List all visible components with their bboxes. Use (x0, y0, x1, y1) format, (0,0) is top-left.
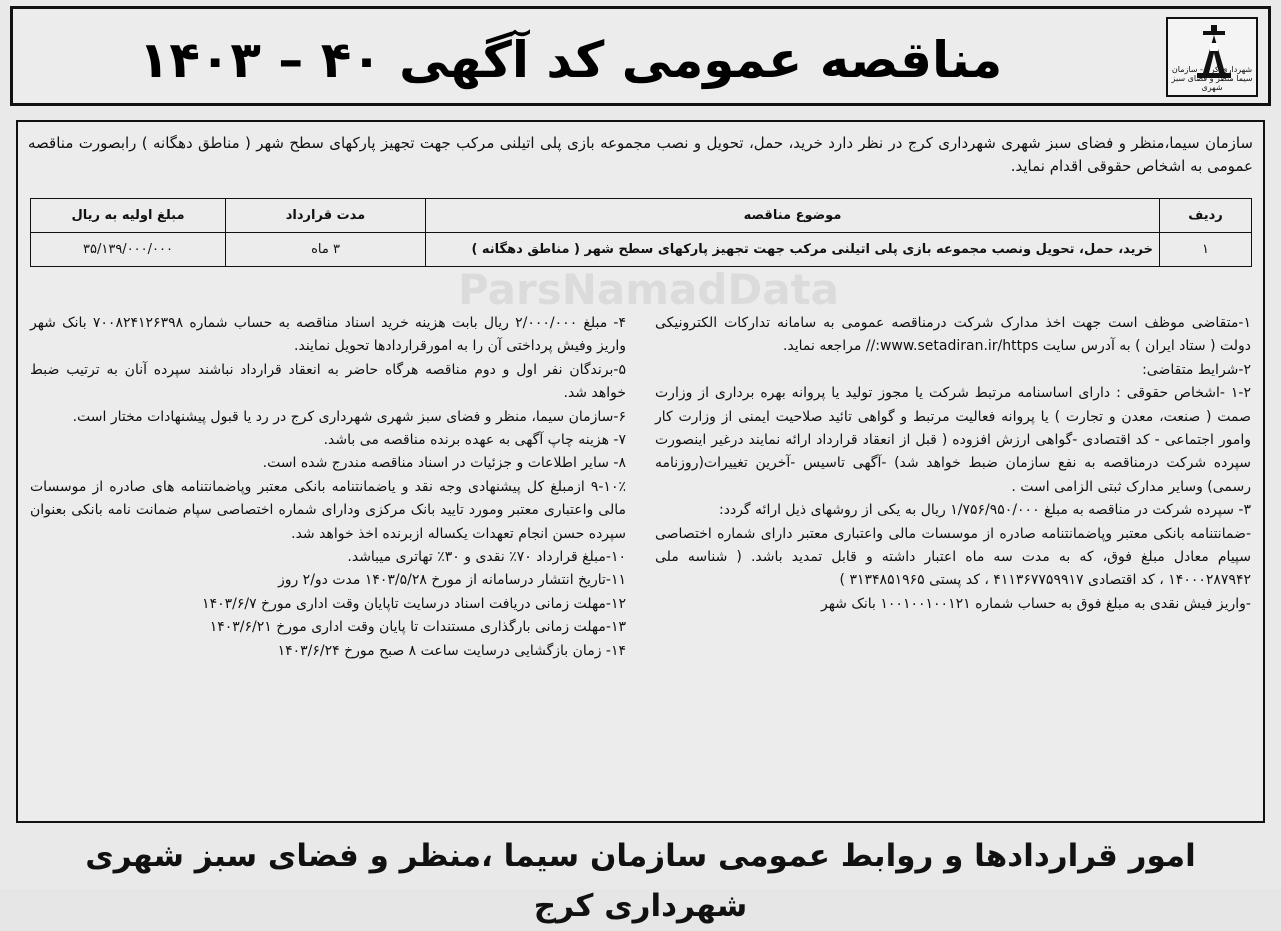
intro-paragraph: سازمان سیما،منظر و فضای سبز شهری شهرداری کرج در نظر دارد خرید، حمل، تحویل و نصب مجموعه بازی پلی اتیلنی مرکب جهت تجهیز پارکهای سطح شهر ( مناطق دهگانه ) رابصورت مناقصه عمومی به اشخاص حقوقی اقدام نماید. (28, 134, 1253, 175)
notice-header (10, 6, 1271, 106)
condition-item: ۷- هزینه چاپ آگهی به عهده برنده مناقصه می باشد. (323, 432, 626, 449)
condition-item: ۱۳-مهلت زمانی بارگذاری مستندات تا پایان وقت اداری مورخ ۱۴۰۳/۶/۲۱ (209, 619, 626, 636)
condition-item: -واریز فیش نقدی به مبلغ فوق به حساب شماره ۱۰۰۱۰۰۱۰۰۱۲۱ بانک شهر (820, 595, 1251, 612)
cell-subject: خرید، حمل، تحویل ونصب مجموعه بازی پلی اتیلنی مرکب جهت تجهیز پارکهای سطح شهر ( مناطق دهگانه ) (426, 233, 1160, 267)
condition-item: ۹-۱۰٪ ازمبلغ کل پیشنهادی وجه نقد و یاضمانتنامه بانکی معتبر وپاضمانتنامه های صادره از موسسات مالی واعتباری معتبر ومورد تایید بانک مرکزی ودارای شماره اختصاصی سپام ضمانت نامه بانکی بعنوان سپرده حسن انجام تعهدات یکساله ازبرنده اخذ خواهد شد. (30, 478, 626, 542)
condition-item: ۱۱-تاریخ انتشار درسامانه از مورخ ۱۴۰۳/۵/۲۸ مدت دو/۲ روز (277, 572, 626, 589)
condition-item: ۵-برندگان نفر اول و دوم مناقصه هرگاه حاضر به انعقاد قرارداد نباشند سپرده آنان به ترتیب ضبط خواهد شد. (30, 361, 626, 402)
condition-item: ۸- سایر اطلاعات و جزئیات در اسناد مناقصه مندرج شده است. (262, 455, 626, 472)
condition-item: ۱-متقاضی موظف است جهت اخذ مدارک شرکت درمناقصه عمومی به سامانه تدارکات الکترونیکی دولت ( ستاد ایران ) به آدرس سایت www.setadiran.ir/https:// مراجعه نماید. (655, 315, 1251, 355)
condition-item: ۱-۲ -اشخاص حقوقی : دارای اساسنامه مرتبط شرکت یا مجوز تولید یا پروانه بهره برداری از وزارت صمت ( صنعت، معدن و تجارت ) یا پروانه فعالیت مرتبط و گواهی تائید صلاحیت ایمنی از وزارت کار وامور اجتماعی - کد اقتصادی -گواهی ارزش افزوده ( قبل از انعقاد قرارداد ارائه نمایند درغیر اینصورت سپرده شرکت درمناقصه به نفع سازمان ضبط خواهد شد) -آگهی تاسیس -آخرین تغییرات(روزنامه رسمی) وسایر مدارک ثبتی الزامی است . (655, 385, 1251, 495)
watermark-text: ParsNamadData (458, 265, 839, 314)
condition-item: ۱۰-مبلغ قرارداد ۷۰٪ نقدی و ۳۰٪ تهاتری میباشد. (347, 549, 626, 566)
header-duration: مدت قرارداد (226, 199, 426, 233)
header-row-number: ردیف (1160, 199, 1252, 233)
condition-item: ۶-سازمان سیما، منظر و فضای سبز شهری شهرداری کرج در رد یا قبول پیشنهادات مختار است. (72, 408, 626, 425)
conditions-right-column (655, 312, 1251, 616)
cell-amount: ۳۵/۱۳۹/۰۰۰/۰۰۰ (31, 233, 226, 267)
notice-title: مناقصه عمومی کد آگهی ۴۰ – ۱۴۰۳ (138, 31, 1003, 89)
condition-item: ۴- مبلغ ۲/۰۰۰/۰۰۰ ریال بابت هزینه خرید اسناد مناقصه به حساب شماره ۷۰۰۸۲۴۱۲۶۳۹۸ بانک شهر واریز وفیش پرداختی آن را به امورقراردادها تحویل نمایند. (30, 315, 626, 355)
condition-item: ۱۲-مهلت زمانی دریافت اسناد درسایت تاپایان وقت اداری مورخ ۱۴۰۳/۶/۷ (202, 595, 626, 612)
logo-caption: شهرداری کرج - سازمان سیما منظر و فضای سبز شهری (1171, 65, 1253, 92)
condition-item: ۳- سپرده شرکت در مناقصه به مبلغ ۱/۷۵۶/۹۵۰/۰۰۰ ریال به یکی از روشهای ذیل ارائه گردد: (719, 502, 1251, 519)
header-amount: مبلغ اولیه به ریال (31, 199, 226, 233)
municipality-logo (1166, 17, 1258, 97)
table-header-row (31, 199, 1252, 233)
condition-item: ۱۴- زمان بازگشایی درسایت ساعت ۸ صبح مورخ ۱۴۰۳/۶/۲۴ (277, 642, 626, 659)
conditions-left-column (30, 312, 626, 663)
notice-footer: امور قراردادها و روابط عمومی سازمان سیما ،منظر و فضای سبز شهری شهرداری کرج (85, 838, 1196, 924)
cell-row-number: ۱ (1160, 233, 1252, 267)
condition-item: -ضمانتنامه بانکی معتبر وپاضمانتنامه صادره از موسسات مالی واعتباری معتبر دارای شماره اختصاصی سپیام معادل مبلغ فوق، که به مدت سه ماه اعتبار داشته و قابل تمدید باشد. ( شناسه ملی ۱۴۰۰۰۲۸۷۹۴۲ ، کد اقتصادی ۴۱۱۳۶۷۷۵۹۹۱۷ ، کد پستی ۳۱۳۴۸۵۱۹۶۵ ) (655, 525, 1251, 589)
condition-item: ۲-شرایط متقاضی: (1142, 361, 1251, 378)
cell-duration: ۳ ماه (226, 233, 426, 267)
table-row (31, 233, 1252, 267)
header-subject: موضوع مناقصه (426, 199, 1160, 233)
tender-table (30, 198, 1252, 267)
notice-body (16, 120, 1265, 823)
